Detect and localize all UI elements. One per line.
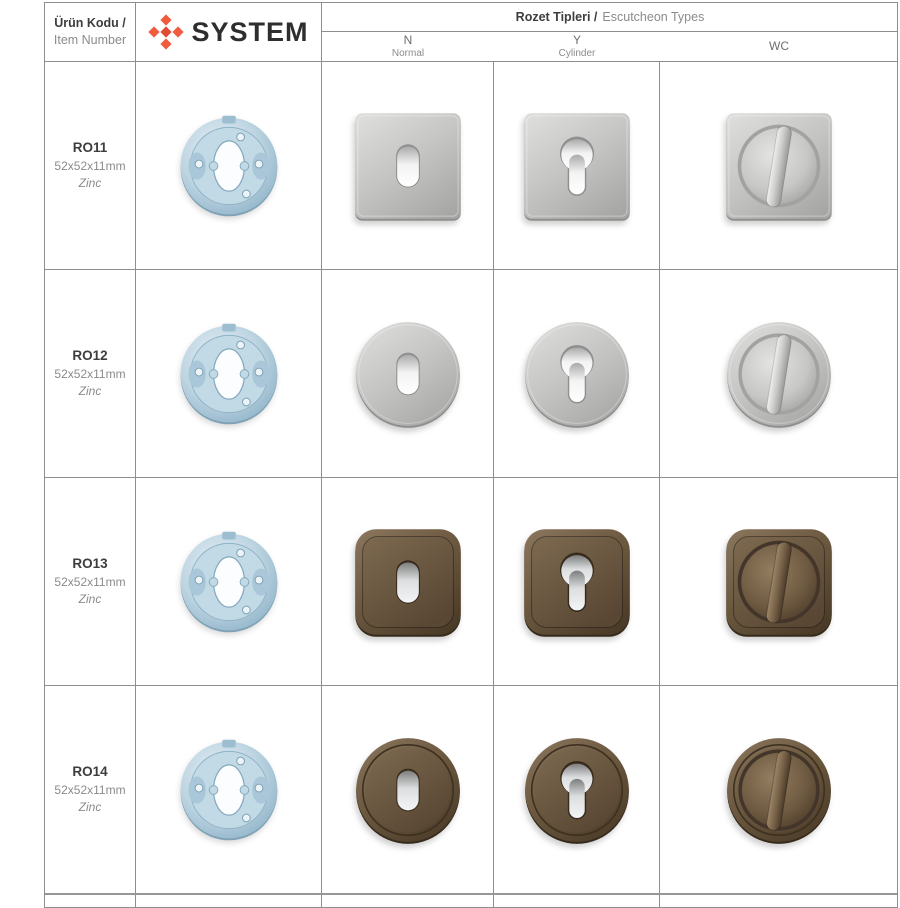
escutcheon-wc-cell: [660, 478, 898, 685]
item-material: Zinc: [78, 175, 102, 190]
item-dimensions: 52x52x11mm: [54, 575, 126, 590]
escutcheon-cylinder-cell: [494, 686, 660, 893]
item-number-header-cell: [45, 3, 136, 61]
type-label-n: Normal: [391, 47, 425, 59]
escutcheon-wc-thumbturn-image: [717, 520, 841, 644]
item-info: [45, 478, 136, 685]
escutcheon-cylinder-image: [516, 313, 638, 435]
brand-name: SYSTEM: [191, 16, 309, 47]
table-header: [45, 3, 897, 62]
type-code-wc: WC: [769, 38, 789, 53]
type-column-y: [494, 32, 660, 61]
escutcheon-wc-cell: [660, 270, 898, 477]
zinc-die-cast-base-image: [171, 524, 287, 640]
escutcheon-cylinder-cell: [494, 478, 660, 685]
escutcheon-wc-cell: [660, 686, 898, 893]
escutcheon-keyhole-image: [347, 313, 469, 435]
type-code-n: N: [403, 32, 413, 47]
zinc-die-cast-base-image: [171, 108, 287, 224]
escutcheon-cylinder-image: [516, 729, 638, 851]
item-dimensions: 52x52x11mm: [54, 159, 126, 174]
zinc-base-cell: [136, 62, 322, 269]
item-info: [45, 62, 136, 269]
escutcheon-keyhole-image: [346, 104, 470, 228]
table-row-ro11: [45, 62, 897, 270]
escutcheon-normal-cell: [322, 62, 494, 269]
item-dimensions: 52x52x11mm: [54, 783, 126, 798]
brand-header-cell: [136, 3, 322, 61]
escutcheon-types-title-tr: Rozet Tipleri /: [515, 10, 598, 24]
item-code: RO14: [72, 764, 108, 780]
escutcheon-cylinder-image: [515, 104, 639, 228]
zinc-base-cell: [136, 478, 322, 685]
escutcheon-cylinder-image: [515, 520, 639, 644]
zinc-base-cell: [136, 270, 322, 477]
escutcheon-types-header-cell: [322, 3, 898, 61]
table-row-ro13: [45, 478, 897, 686]
item-code: RO11: [72, 140, 108, 156]
item-code: RO12: [72, 348, 108, 364]
escutcheon-types-title: [322, 3, 898, 32]
escutcheon-catalog-table: [44, 2, 898, 908]
escutcheon-cylinder-cell: [494, 270, 660, 477]
table-row-ro14: [45, 686, 897, 895]
zinc-die-cast-base-image: [171, 316, 287, 432]
five-diamonds-logo-icon: [148, 14, 184, 50]
item-info: [45, 270, 136, 477]
item-material: Zinc: [78, 799, 102, 814]
type-column-wc: [660, 32, 898, 61]
zinc-base-cell: [136, 686, 322, 893]
table-row-partial: [45, 895, 897, 907]
item-code: RO13: [72, 556, 108, 572]
item-info: [45, 686, 136, 893]
table-row-ro12: [45, 270, 897, 478]
escutcheon-cylinder-cell: [494, 62, 660, 269]
escutcheon-keyhole-image: [347, 729, 469, 851]
escutcheon-normal-cell: [322, 270, 494, 477]
item-dimensions: 52x52x11mm: [54, 367, 126, 382]
item-number-title-en: Item Number: [53, 33, 127, 47]
escutcheon-normal-cell: [322, 478, 494, 685]
escutcheon-wc-thumbturn-image: [718, 313, 840, 435]
type-columns: [322, 32, 898, 61]
type-code-y: Y: [572, 32, 581, 47]
item-material: Zinc: [78, 383, 102, 398]
escutcheon-wc-thumbturn-image: [718, 729, 840, 851]
escutcheon-keyhole-image: [346, 520, 470, 644]
escutcheon-wc-thumbturn-image: [717, 104, 841, 228]
zinc-die-cast-base-image: [171, 732, 287, 848]
item-number-title-tr: Ürün Kodu /: [54, 16, 126, 31]
escutcheon-wc-cell: [660, 62, 898, 269]
escutcheon-types-title-en: Escutcheon Types: [602, 10, 705, 24]
type-column-n: [322, 32, 494, 61]
type-label-y: Cylinder: [558, 47, 596, 59]
item-material: Zinc: [78, 591, 102, 606]
escutcheon-normal-cell: [322, 686, 494, 893]
